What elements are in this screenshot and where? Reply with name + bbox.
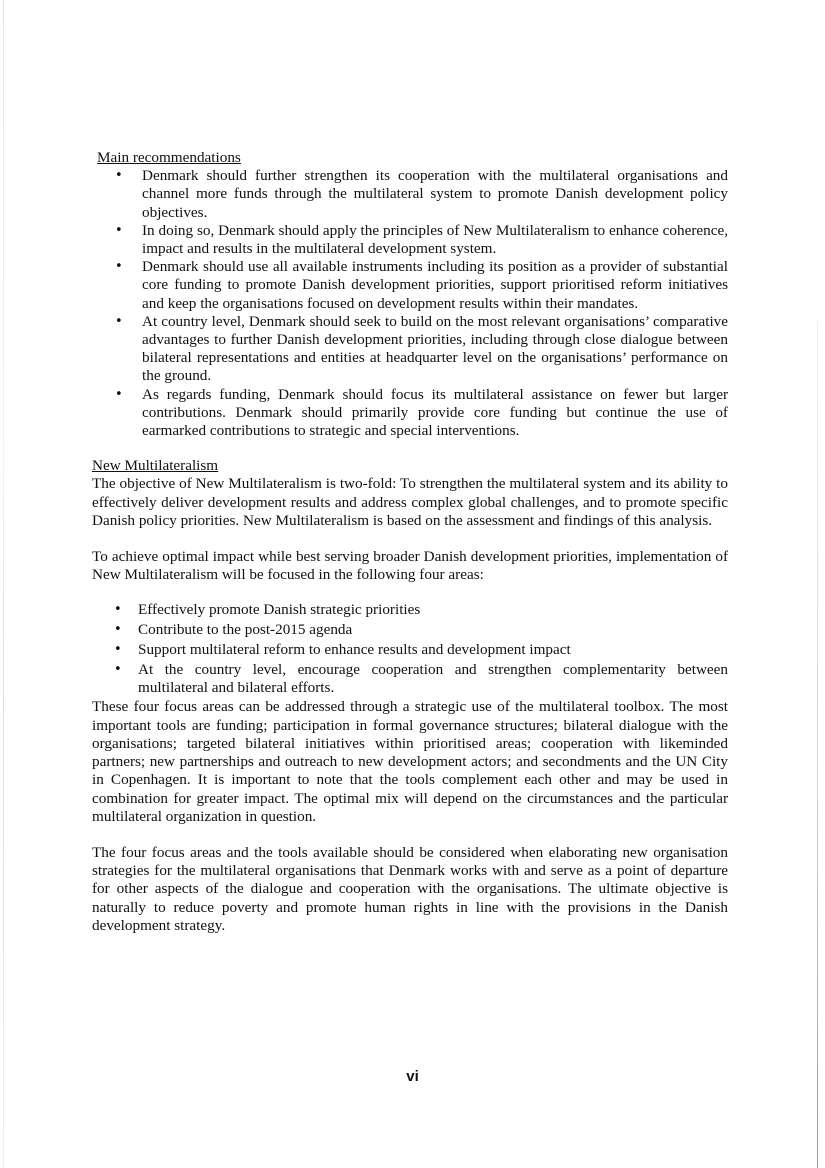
recommendation-text: Denmark should further strengthen its cooperation with the multilateral organisations and channel more funds through the multilateral system to promote Danish development policy objectives. [142, 167, 728, 221]
list-item [90, 621, 728, 639]
list-item [90, 222, 728, 258]
bullet-icon: • [114, 622, 122, 638]
focus-intro-paragraph: To achieve optimal impact while best serving broader Danish development priorities, implementation of New Multilateralism will be focused in the following four areas: [92, 548, 728, 584]
page-number: vi [406, 1068, 419, 1085]
list-item [90, 386, 728, 441]
new-multilateralism-heading: New Multilateralism [92, 457, 219, 475]
list-item [90, 258, 728, 313]
bullet-icon: • [115, 168, 123, 184]
bullet-icon: • [115, 313, 123, 329]
bullet-icon: • [115, 386, 123, 402]
recommendation-text: As regards funding, Denmark should focus its multilateral assistance on fewer but larger contributions. Denmark should primarily provide core funding but continue the use of earmarked contributions to strategic and special interventions. [142, 385, 728, 440]
bullet-icon: • [115, 222, 123, 238]
intro-paragraph: The objective of New Multilateralism is two-fold: To strengthen the multilateral system and its ability to effectively deliver development results and address complex global challenges, and to promote specific Danish policy priorities. New Multilateralism is based on the assessment and findings of this analysis. [92, 475, 728, 529]
focus-area-text: At the country level, encourage cooperation and strengthen complementarity between multilateral and bilateral efforts. [138, 660, 728, 696]
scan-edge-right [817, 320, 818, 1168]
recommendation-text: In doing so, Denmark should apply the principles of New Multilateralism to enhance coherence, impact and results in the multilateral development system. [142, 221, 728, 258]
focus-area-text: Contribute to the post-2015 agenda [138, 621, 353, 639]
recommendation-text: Denmark should use all available instruments including its position as a provider of substantial core funding to promote Danish development priorities, support prioritised reform initiatives and keep the organisations focused on development results within their mandates. [142, 258, 728, 312]
main-recommendations-heading: Main recommendations [97, 149, 241, 166]
list-item [90, 661, 728, 697]
recommendation-text: At country level, Denmark should seek to build on the most relevant organisations’ comparative advantages to further Danish development priorities, including through close dialogue between bilateral representations and entities at headquarter level on the organisations’ performance on the ground. [142, 312, 728, 385]
scan-edge-left [3, 0, 4, 1168]
page-content [90, 149, 728, 935]
list-item [90, 601, 728, 619]
bullet-icon: • [115, 259, 123, 275]
toolbox-paragraph: These four focus areas can be addressed through a strategic use of the multilateral toolbox. The most important tools are funding; participation in formal governance structures; bilateral dialogue with the organisations; targeted bilateral initiatives within prioritised areas; cooperation with likeminded partners; new partnerships and outreach to new development actors; and secondments and the UN City in Copenhagen. It is important to note that the tools complement each other and may be used in combination for greater impact. The optimal mix will depend on the circumstances and the particular multilateral organization in question. [92, 698, 728, 825]
bullet-icon: • [114, 602, 122, 618]
bullet-icon: • [114, 641, 122, 657]
list-item [90, 313, 728, 386]
focus-area-text: Effectively promote Danish strategic priorities [138, 601, 421, 619]
focus-areas-list [90, 601, 728, 697]
list-item [90, 167, 728, 222]
strategy-paragraph: The four focus areas and the tools available should be considered when elaborating new organisation strategies for the multilateral organisations that Denmark works with and serve as a point of departure for other aspects of the dialogue and cooperation with the organisations. The ultimate objective is naturally to reduce poverty and promote human rights in line with the provisions in the Danish development strategy. [92, 843, 728, 934]
list-item [90, 641, 728, 659]
recommendations-list [90, 167, 728, 440]
focus-area-text: Support multilateral reform to enhance results and development impact [138, 640, 571, 658]
bullet-icon: • [114, 661, 122, 677]
